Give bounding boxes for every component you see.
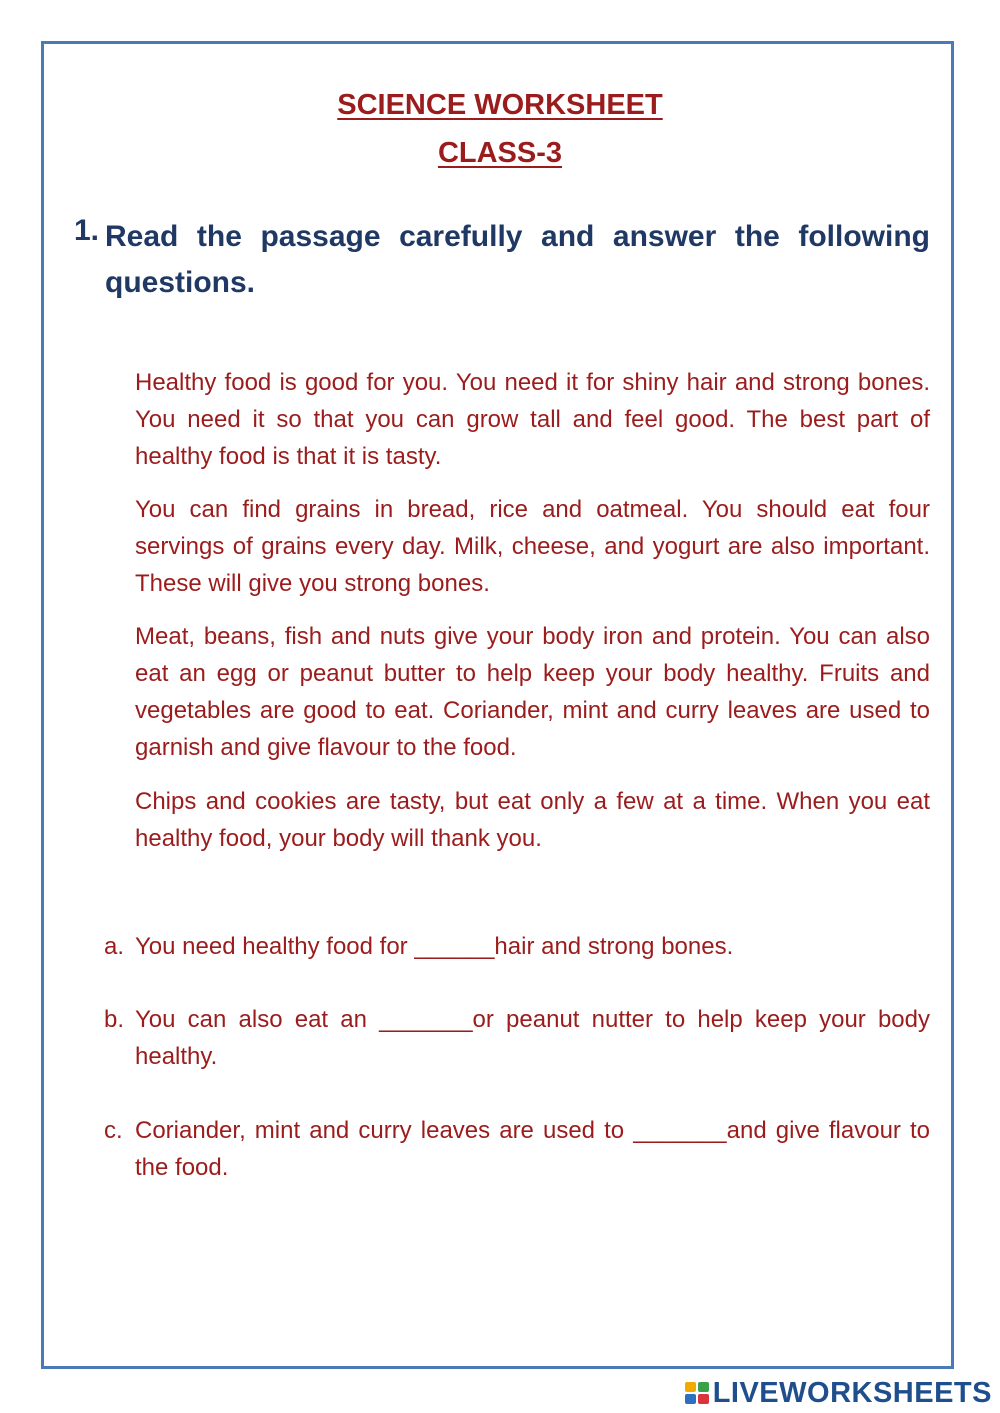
passage-paragraph: Meat, beans, fish and nuts give your body iron and protein. You can also eat an egg or peanut butter to help keep your body healthy. Fruits and vegetables are good to eat. Coriander, mint and curry leaves are used to garnish and give flavour to the food. (135, 623, 930, 761)
logo-icon (685, 1382, 709, 1404)
fill-blank-question: You can also eat an _______or peanut nutter to help keep your body healthy. (135, 1006, 930, 1070)
worksheet-title: SCIENCE WORKSHEET (337, 89, 663, 121)
blank-question-letter: a. (104, 933, 125, 960)
blank-question-letter: c. (104, 1117, 123, 1144)
question-number: 1. (74, 214, 100, 247)
passage-paragraph: Chips and cookies are tasty, but eat only a few at a time. When you eat healthy food, your body will thank you. (135, 788, 930, 852)
passage-paragraph: Healthy food is good for you. You need it for shiny hair and strong bones. You need it so that you can grow tall and feel good. The best part of healthy food is that it is tasty. (135, 369, 930, 470)
question-instruction: Read the passage carefully and answer the following questions. (105, 220, 930, 299)
blank-question-letter: b. (104, 1006, 125, 1033)
fill-blank-question: You need healthy food for ______hair and strong bones. (135, 933, 734, 960)
liveworksheets-logo (685, 1376, 992, 1410)
passage-paragraph: You can find grains in bread, rice and oatmeal. You should eat four servings of grains every day. Milk, cheese, and yogurt are also important. These will give you strong bones. (135, 496, 930, 597)
brand-name: LIVEWORKSHEETS (712, 1376, 992, 1409)
class-label: CLASS-3 (437, 137, 563, 169)
fill-blank-question: Coriander, mint and curry leaves are used to _______and give flavour to the food. (135, 1117, 930, 1181)
